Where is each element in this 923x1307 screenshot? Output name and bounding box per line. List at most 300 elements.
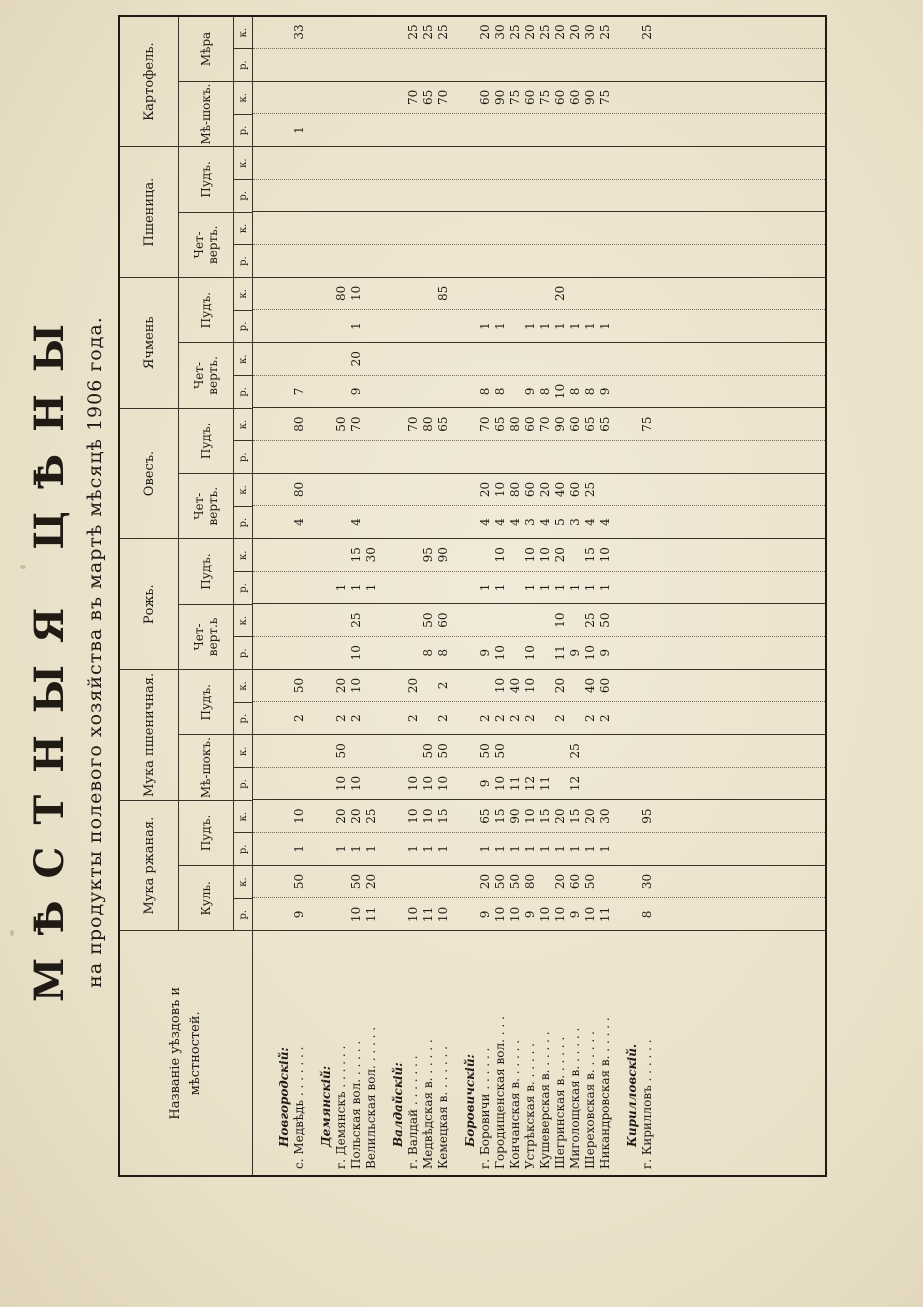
unit-header: Чет-верть. — [179, 212, 234, 277]
price-cell — [421, 180, 436, 212]
value-column — [253, 506, 825, 539]
price-cell: 10 — [421, 775, 435, 792]
price-cell — [640, 114, 655, 146]
district-spacer — [391, 278, 406, 310]
price-cell: 2 — [406, 714, 420, 722]
price-cell: 9 — [523, 910, 537, 919]
price-cell: 8 — [640, 910, 654, 919]
price-cell: 50 — [493, 873, 507, 890]
price-cell — [640, 474, 655, 506]
price-cell: 10 — [523, 677, 537, 694]
price-cell: 2 — [349, 714, 363, 722]
price-cell: 1 — [349, 583, 363, 592]
value-column — [253, 244, 825, 277]
locality-name: Шегринская в. . . . . . — [553, 1036, 567, 1169]
price-cell — [436, 474, 451, 506]
price-cell — [508, 49, 523, 81]
price-cell — [292, 49, 307, 81]
price-cell — [349, 49, 364, 81]
kopecks-header: к. — [234, 343, 253, 376]
price-cell — [478, 604, 493, 636]
district-spacer — [319, 506, 334, 538]
value-column — [253, 48, 825, 81]
price-cell — [406, 180, 421, 212]
price-cell: 20 — [553, 873, 567, 890]
price-cell — [553, 212, 568, 244]
price-cell — [493, 180, 508, 212]
price-cell — [364, 604, 379, 636]
locality-name: г. Демянскъ . . . . . . — [334, 1045, 348, 1169]
price-cell: 60 — [568, 481, 582, 498]
district-spacer — [319, 49, 334, 81]
price-cell — [478, 539, 493, 571]
value-column — [253, 146, 825, 179]
price-cell — [406, 735, 421, 767]
price-cell — [493, 343, 508, 375]
price-cell: 1 — [568, 322, 582, 330]
price-cell — [640, 833, 655, 865]
rubles-header: р. — [234, 310, 253, 343]
price-cell — [406, 49, 421, 81]
price-cell — [583, 212, 598, 244]
district-spacer — [277, 604, 292, 636]
district-spacer — [277, 310, 292, 342]
district-spacer — [319, 866, 334, 898]
district-spacer — [625, 212, 640, 244]
district-spacer — [463, 49, 478, 81]
district-spacer — [625, 441, 640, 473]
price-cell — [538, 343, 553, 375]
price-cell: 10 — [523, 808, 537, 824]
price-cell — [436, 376, 451, 408]
kopecks-header: к. — [234, 408, 253, 441]
value-column — [253, 734, 825, 767]
price-cell — [292, 637, 307, 669]
price-cell: 75 — [598, 89, 612, 106]
price-cell — [553, 180, 568, 212]
unit-header: Пудъ. — [179, 539, 234, 604]
price-cell — [508, 310, 523, 342]
price-cell — [364, 637, 379, 669]
price-cell — [406, 637, 421, 669]
price-cell — [553, 49, 568, 81]
district-spacer — [277, 637, 292, 669]
price-cell: 10 — [583, 645, 597, 661]
district-spacer — [463, 343, 478, 375]
price-cell — [334, 212, 349, 244]
price-cell: 60 — [478, 89, 492, 106]
price-table — [118, 15, 827, 1177]
district-spacer — [391, 343, 406, 375]
price-cell — [508, 604, 523, 636]
price-cell: 10 — [493, 677, 507, 694]
district-spacer — [625, 702, 640, 734]
price-cell: 60 — [436, 612, 450, 628]
price-cell — [436, 506, 451, 538]
price-cell — [553, 735, 568, 767]
value-column — [253, 310, 825, 343]
price-cell: 75 — [640, 416, 654, 432]
price-cell: 12 — [523, 775, 537, 792]
price-cell: 4 — [583, 518, 597, 526]
price-cell — [568, 670, 583, 702]
price-cell — [364, 114, 379, 146]
district-spacer — [625, 768, 640, 800]
price-cell — [493, 147, 508, 179]
district-spacer — [319, 833, 334, 865]
district-spacer — [463, 441, 478, 473]
price-cell: 15 — [493, 808, 507, 824]
price-cell: 15 — [583, 547, 597, 563]
district-spacer — [463, 898, 478, 930]
value-column — [253, 81, 825, 114]
locality-name: Никандровская в. . . . . . — [598, 1017, 612, 1169]
price-cell: 10 — [523, 645, 537, 661]
locality-name: Устрѣкская в. . . . . . — [523, 1043, 537, 1169]
price-cell: 1 — [364, 845, 378, 853]
locality-names — [253, 932, 661, 1176]
price-cell: 1 — [523, 845, 537, 853]
kopecks-header: к. — [234, 474, 253, 507]
price-cell — [640, 604, 655, 636]
price-cell — [478, 278, 493, 310]
price-cell — [478, 114, 493, 146]
group-header: Овесъ. — [119, 408, 179, 539]
price-cell — [478, 670, 493, 702]
price-cell: 9 — [478, 910, 492, 919]
district-spacer — [391, 506, 406, 538]
price-cell — [364, 278, 379, 310]
price-cell — [406, 310, 421, 342]
price-cell: 11 — [538, 775, 552, 792]
price-cell — [508, 278, 523, 310]
district-spacer — [625, 343, 640, 375]
price-cell — [334, 474, 349, 506]
district-spacer — [319, 898, 334, 930]
value-column — [253, 669, 825, 702]
value-column — [253, 114, 825, 147]
price-cell — [538, 604, 553, 636]
price-cell: 50 — [478, 743, 492, 759]
unit-header: Мѣ-шокъ. — [179, 735, 234, 800]
price-cell: 1 — [583, 583, 597, 592]
district-spacer — [277, 768, 292, 800]
district-spacer — [463, 506, 478, 538]
district-spacer — [625, 49, 640, 81]
price-cell — [640, 768, 655, 800]
district-spacer — [625, 310, 640, 342]
rubles-header: р. — [234, 245, 253, 278]
price-cell — [568, 702, 583, 734]
price-cell: 20 — [553, 808, 567, 824]
price-cell: 2 — [598, 714, 612, 722]
price-cell: 10 — [436, 906, 450, 923]
price-cell — [334, 506, 349, 538]
group-header: Рожь. — [119, 539, 179, 670]
price-cell: 1 — [568, 845, 582, 853]
price-cell — [598, 768, 613, 800]
price-cell — [640, 539, 655, 571]
price-cell — [568, 147, 583, 179]
price-cell — [598, 147, 613, 179]
district-spacer — [277, 800, 292, 832]
price-cell — [292, 539, 307, 571]
values-area — [253, 16, 827, 931]
price-cell — [523, 441, 538, 473]
price-cell: 8 — [493, 387, 507, 396]
district-spacer — [625, 604, 640, 636]
kopecks-header: к. — [234, 212, 253, 245]
price-cell — [538, 702, 553, 734]
price-cell: 90 — [508, 808, 522, 824]
price-cell — [292, 572, 307, 604]
price-cell: 30 — [640, 873, 654, 890]
district-spacer — [463, 147, 478, 179]
unit-header: Пудъ. — [179, 277, 234, 342]
price-cell: 10 — [436, 775, 450, 792]
price-cell: 80 — [508, 416, 522, 432]
unit-header: Чет-верть. — [179, 474, 234, 539]
price-cell: 1 — [292, 845, 306, 853]
district-spacer — [463, 82, 478, 114]
price-cell — [523, 278, 538, 310]
district-name: Демянскій: — [319, 1065, 333, 1147]
price-cell: 60 — [568, 873, 582, 890]
price-cell: 15 — [568, 808, 582, 824]
price-cell: 50 — [421, 612, 435, 628]
price-cell: 10 — [349, 906, 363, 923]
rubles-header: р. — [234, 506, 253, 539]
price-cell: 3 — [568, 518, 582, 526]
price-cell: 9 — [568, 648, 582, 657]
price-cell — [334, 180, 349, 212]
district-spacer — [319, 376, 334, 408]
rubles-header: р. — [234, 179, 253, 212]
district-spacer — [277, 670, 292, 702]
price-cell — [553, 147, 568, 179]
price-cell: 11 — [421, 906, 435, 923]
price-cell — [436, 180, 451, 212]
price-cell — [349, 735, 364, 767]
district-spacer — [319, 180, 334, 212]
price-cell — [538, 866, 553, 898]
kopecks-header: к. — [234, 735, 253, 768]
district-spacer — [319, 16, 334, 48]
price-cell: 2 — [508, 714, 522, 722]
price-cell: 25 — [598, 24, 612, 40]
price-cell — [508, 539, 523, 571]
price-cell: 20 — [334, 677, 348, 694]
price-cell — [436, 343, 451, 375]
price-cell: 10 — [553, 612, 567, 628]
kopecks-header: к. — [234, 539, 253, 572]
price-cell — [538, 180, 553, 212]
price-cell — [493, 604, 508, 636]
price-cell — [568, 180, 583, 212]
price-cell: 25 — [538, 24, 552, 40]
price-cell: 11 — [553, 645, 567, 661]
district-spacer — [463, 539, 478, 571]
price-cell: 60 — [568, 89, 582, 106]
district-spacer — [625, 278, 640, 310]
price-cell — [493, 441, 508, 473]
price-cell — [406, 506, 421, 538]
price-cell: 1 — [508, 845, 522, 853]
price-cell: 1 — [553, 583, 567, 592]
price-cell — [349, 180, 364, 212]
price-cell: 50 — [583, 873, 597, 890]
price-cell: 90 — [493, 89, 507, 106]
price-cell — [364, 147, 379, 179]
kopecks-header: к. — [234, 670, 253, 703]
rubles-header: р. — [234, 768, 253, 801]
price-cell — [568, 212, 583, 244]
value-column — [253, 179, 825, 212]
district-spacer — [277, 572, 292, 604]
price-cell — [523, 604, 538, 636]
group-header: Мука ржаная. — [119, 800, 179, 931]
price-cell — [436, 572, 451, 604]
price-cell: 10 — [406, 906, 420, 923]
district-spacer — [277, 539, 292, 571]
price-cell — [508, 441, 523, 473]
price-cell: 10 — [493, 906, 507, 923]
price-cell — [349, 82, 364, 114]
price-cell: 65 — [583, 416, 597, 432]
unit-header: Мѣра — [179, 16, 234, 81]
district-spacer — [391, 82, 406, 114]
district-spacer — [319, 408, 334, 440]
price-cell — [334, 49, 349, 81]
price-cell — [364, 180, 379, 212]
district-spacer — [277, 212, 292, 244]
price-cell: 10 — [598, 547, 612, 563]
price-cell: 25 — [364, 808, 378, 824]
price-cell: 1 — [523, 322, 537, 330]
price-cell — [523, 343, 538, 375]
price-cell — [421, 310, 436, 342]
district-spacer — [625, 16, 640, 48]
price-cell — [553, 441, 568, 473]
district-spacer — [319, 310, 334, 342]
price-cell: 4 — [292, 518, 306, 526]
district-spacer — [463, 310, 478, 342]
district-spacer — [391, 376, 406, 408]
price-cell: 40 — [553, 481, 567, 498]
district-spacer — [625, 376, 640, 408]
price-cell: 4 — [493, 518, 507, 526]
district-spacer — [463, 572, 478, 604]
price-cell: 50 — [349, 873, 363, 890]
price-cell — [640, 278, 655, 310]
value-column — [253, 604, 825, 637]
price-cell — [334, 114, 349, 146]
district-spacer — [277, 147, 292, 179]
value-column — [253, 800, 825, 833]
price-cell: 60 — [568, 416, 582, 432]
price-cell — [292, 82, 307, 114]
price-cell — [598, 735, 613, 767]
price-cell — [538, 212, 553, 244]
price-cell — [478, 245, 493, 277]
kopecks-header: к. — [234, 866, 253, 899]
price-cell: 75 — [538, 89, 552, 106]
price-cell — [640, 49, 655, 81]
district-spacer — [319, 604, 334, 636]
rubles-header: р. — [234, 114, 253, 147]
values-grid — [253, 16, 825, 930]
price-cell: 1 — [583, 322, 597, 330]
price-cell — [364, 670, 379, 702]
price-cell — [406, 604, 421, 636]
price-cell: 10 — [349, 645, 363, 661]
price-cell: 5 — [553, 518, 567, 526]
district-spacer — [391, 114, 406, 146]
price-cell — [292, 441, 307, 473]
price-cell: 1 — [334, 845, 348, 853]
price-cell: 4 — [538, 518, 552, 526]
district-spacer — [277, 833, 292, 865]
price-cell: 70 — [406, 89, 420, 106]
price-cell: 10 — [493, 547, 507, 563]
price-cell — [478, 343, 493, 375]
price-cell: 9 — [598, 648, 612, 657]
price-cell: 20 — [478, 873, 492, 890]
price-cell: 50 — [436, 743, 450, 759]
price-cell — [334, 82, 349, 114]
rubles-header: р. — [234, 572, 253, 605]
price-cell: 11 — [598, 906, 612, 923]
price-cell — [583, 278, 598, 310]
price-cell: 25 — [421, 24, 435, 40]
district-spacer — [277, 180, 292, 212]
district-spacer — [277, 506, 292, 538]
price-cell — [436, 441, 451, 473]
price-cell — [436, 114, 451, 146]
district-spacer — [391, 310, 406, 342]
group-header: Пшеница. — [119, 147, 179, 278]
price-cell — [583, 245, 598, 277]
price-cell — [478, 441, 493, 473]
district-spacer — [625, 572, 640, 604]
district-spacer — [319, 114, 334, 146]
price-cell: 65 — [421, 89, 435, 106]
price-cell — [364, 702, 379, 734]
price-cell — [421, 376, 436, 408]
price-cell — [568, 278, 583, 310]
district-spacer — [391, 898, 406, 930]
kopecks-header: к. — [234, 147, 253, 180]
price-cell: 1 — [406, 845, 420, 853]
value-column — [253, 865, 825, 898]
locality-name: Городищенская вол. . . . — [493, 1016, 507, 1169]
price-cell — [568, 114, 583, 146]
district-spacer — [277, 441, 292, 473]
price-cell — [292, 343, 307, 375]
value-column — [253, 277, 825, 310]
group-header: Картофель. — [119, 16, 179, 147]
price-cell — [538, 278, 553, 310]
price-cell — [583, 735, 598, 767]
rubles-header: р. — [234, 702, 253, 735]
price-cell — [523, 180, 538, 212]
value-column — [253, 16, 825, 48]
price-cell — [598, 866, 613, 898]
price-cell: 2 — [553, 714, 567, 722]
district-spacer — [319, 343, 334, 375]
price-cell — [553, 768, 568, 800]
price-cell: 1 — [292, 126, 306, 134]
